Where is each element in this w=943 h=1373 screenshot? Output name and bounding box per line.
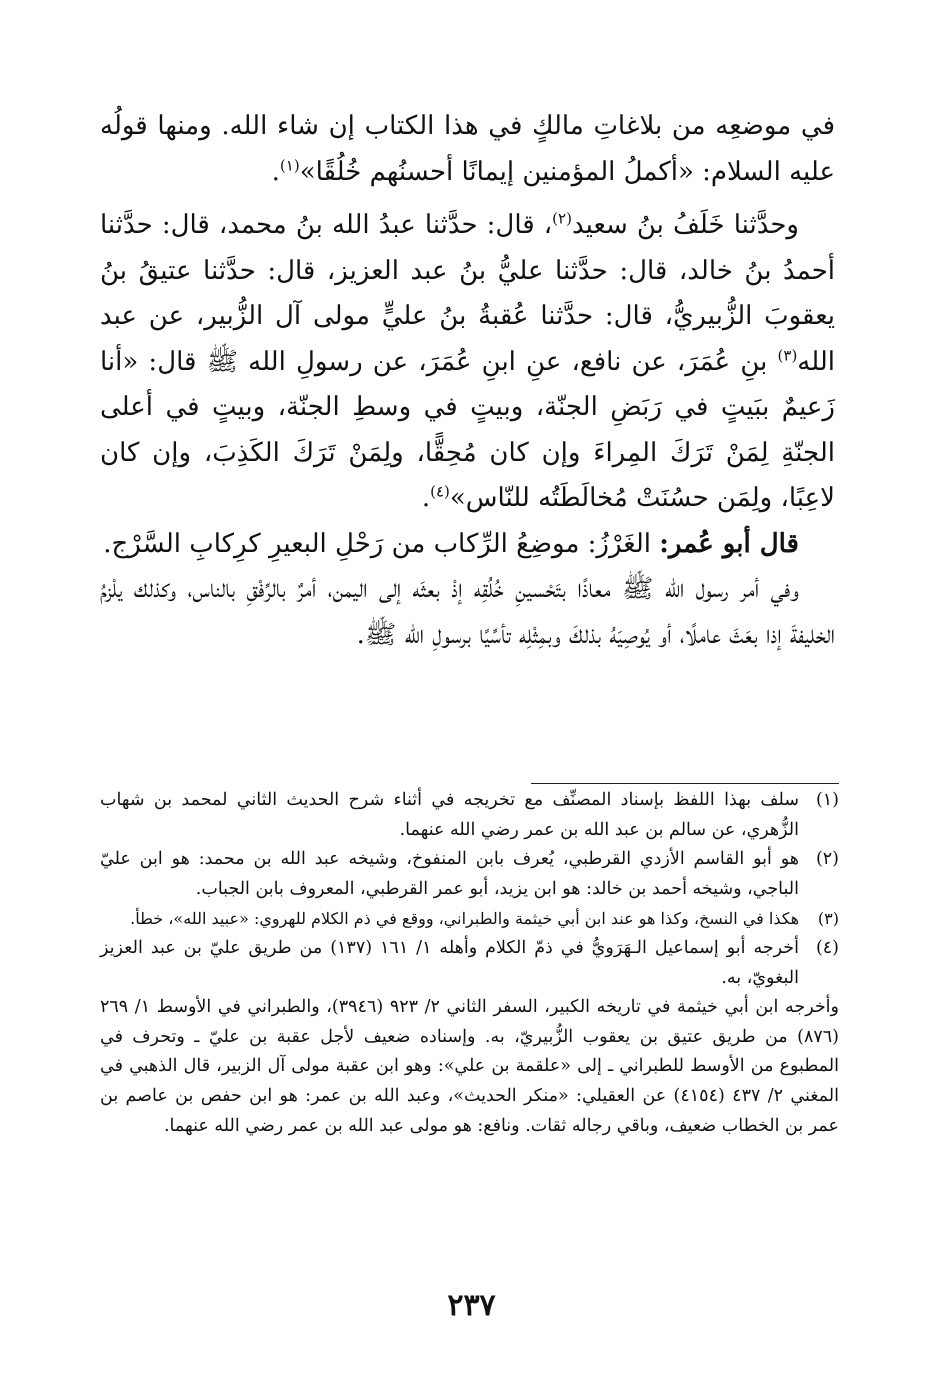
paragraph-1: في موضعِه من بلاغاتِ مالكٍ في هذا الكتاب إن شاء الله. ومنها قولُه عليه السلام: «أكملُ المؤمنين إيمانًا أحسنُهم خُلُقًا»$^{(١)}$.	[100, 111, 835, 187]
footnote-ref-1: (١)	[279, 155, 300, 174]
footnote-separator	[531, 783, 839, 784]
footnote-number: (١)	[815, 790, 839, 810]
footnote-number: (٤)	[815, 937, 839, 958]
footnote-1: (١)سلف بهذا اللفظ بإسناد المصنِّف مع تخريجه في أثناء شرح الحديث الثاني لمحمد بن شهاب الزُّهري، عن سالم بن عبد الله بن عمر رضي الله عنهما.	[100, 786, 839, 845]
page-number: ٢٣٧	[447, 1288, 496, 1323]
footnote-number: (٣)	[817, 909, 839, 929]
footnote-number: (٢)	[815, 849, 839, 870]
footnote-2: (٢)هو أبو القاسم الأزدي القرطبي، يُعرف بابن المنفوخ، وشيخه عبد الله بن محمد: هو ابن عليّ الباجي، وشيخه أحمد بن خالد: هو ابن يزيد، أبو عمر القرطبي، المعروف بابن الجباب.	[100, 845, 839, 904]
footnote-4-continuation: وأخرجه ابن أبي خيثمة في تاريخه الكبير، السفر الثاني ٢/ ٩٢٣ (٣٩٤٦)، والطبراني في الأوسط ١/ ٢٦٩ (٨٧٦) من طريق عتيق بن يعقوب الزُّبيريّ، به. وإسناده ضعيف لأجل عقبة بن عليّ ـ وتحرف في المطبوع من الأوسط للطبراني ـ إلى «علقمة بن علي»: وهو ابن عقبة مولى آل الزبير، قال الذهبي في المغني ٢/ ٤٣٧ (٤١٥٤) عن العقيلي: «منكر الحديث»، وعبد الله بن عمر: هو ابن حفص بن عاصم بن عمر بن الخطاب ضعيف، وباقي رجاله ثقات. ونافع: هو مولى عبد الله بن عمر رضي الله عنهما.	[100, 997, 839, 1136]
paragraph-2: وحدَّثنا خَلَفُ بنُ سعيد$^{(٢)}$، قال: حدَّثنا عبدُ الله بنُ محمد، قال: حدَّثنا أحمدُ بنُ خالد، قال: حدَّثنا عليُّ بنُ عبد العزيز، قال: حدَّثنا عتيقُ بنُ يعقوبَ الزُّبيريُّ، قال: حدَّثنا عُقبةُ بنُ عليٍّ مولى آل الزُّبير، عن عبد الله$^{(٣)}$ بنِ عُمَرَ، عن نافع، عنِ ابنِ عُمَرَ، عن رسولِ الله ﷺ قال: «أنا زَعيمٌ ببَيتٍ في رَبَضِ الجنّة، وبيتٍ في وسطِ الجنّة، وبيتٍ في أعلى الجنّةِ لِمَنْ تَرَكَ المِراءَ وإن كان مُحِقًّا، ولِمَنْ تَرَكَ الكَذِبَ، وإن كان لاعِبًا، ولِمَن حسُنَتْ مُخالَطَتُه للنّاس»$^{(٤)}$.	[100, 209, 835, 513]
footnote-ref-2: (٢)	[552, 209, 572, 228]
footnote-3: (٣)هكذا في النسخ، وكذا هو عند ابن أبي خيثمة والطبراني، ووقع في ذم الكلام للهروي: «عبيد الله»، خطأ.	[100, 904, 839, 934]
main-text	[100, 104, 835, 658]
footnotes	[100, 786, 839, 1141]
footnote-ref-3: (٣)	[777, 345, 798, 364]
footnote-ref-4: (٤)	[430, 482, 450, 501]
abu-umar-label: قال أبو عُمر:	[659, 528, 799, 559]
footnote-4: (٤)أخرجه أبو إسماعيل الـهَرَويُّ في ذمّ الكلام وأهله ١/ ١٦١ (١٣٧) من طريق عليّ بن عبد العزيز البغويّ، به.	[100, 934, 839, 993]
paragraph-3: قال أبو عُمر: الغَرْزُ: موضِعُ الرِّكاب من رَحْلِ البعيرِ كرِكابِ السَّرْج.	[103, 528, 799, 559]
paragraph-4: وفي أمر رسول الله ﷺ معاذًا بتَحْسينِ خُلُقِه إذْ بعثَه إلى اليمن، أمرٌ بالرِّفْقِ بالناس، وكذلك يلْزمُ الخليفةَ إذا بعَثَ عاملًا، أو يُوصِيَهُ بذلكَ وبمِثْلِه تأسِّيًا برسولِ الله ﷺ.	[100, 574, 835, 650]
